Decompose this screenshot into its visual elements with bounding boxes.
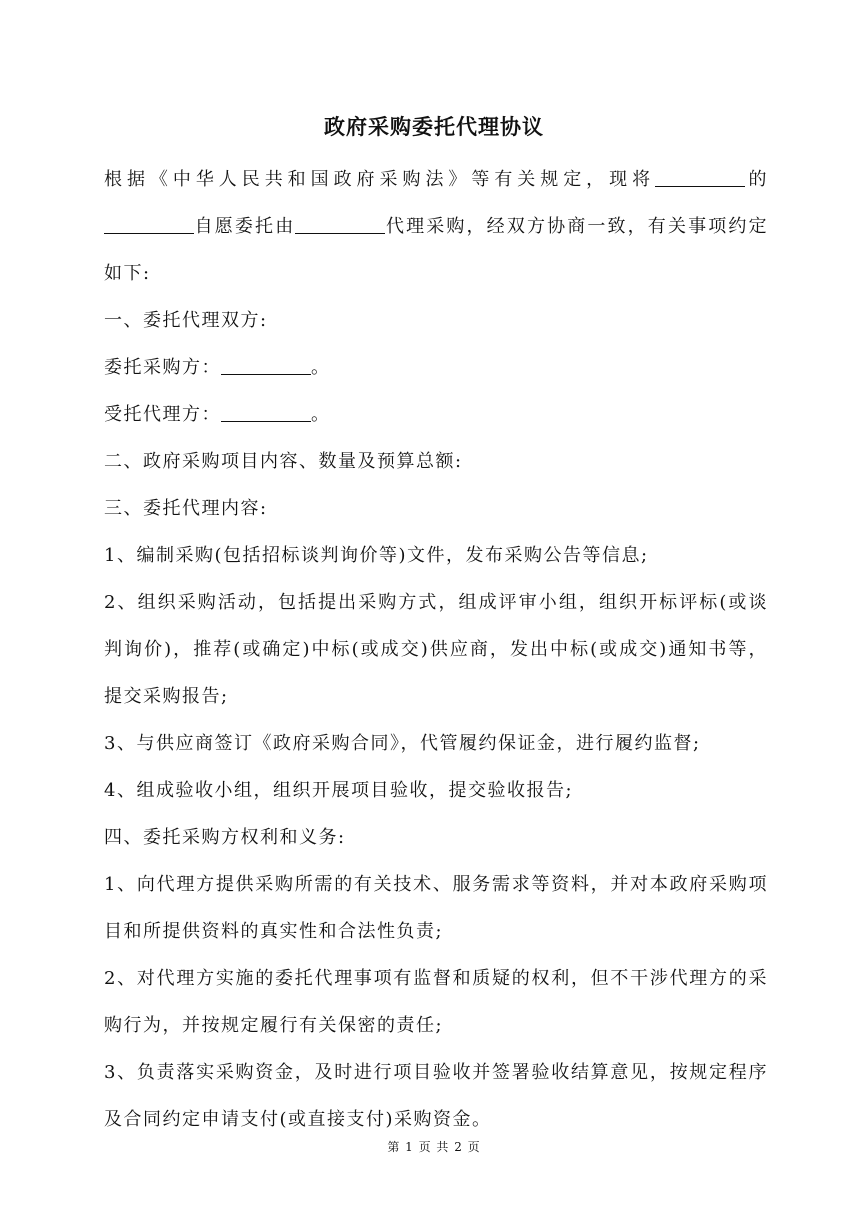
list-item: 2、对代理方实施的委托代理事项有监督和质疑的权利，但不干涉代理方的采购行为，并按规定履行有关保密的责任; xyxy=(104,968,768,1036)
document-title: 政府采购委托代理协议 xyxy=(324,114,544,139)
section-heading-2: 二、政府采购项目内容、数量及预算总额: xyxy=(104,451,463,472)
client-party-label: 委托采购方： xyxy=(104,357,221,378)
list-item: 4、组成验收小组，组织开展项目验收，提交验收报告; xyxy=(104,780,574,801)
end-mark: 。 xyxy=(311,357,331,378)
blank-line xyxy=(221,403,311,422)
section-heading-1: 一、委托代理双方: xyxy=(104,310,268,331)
agent-party-line xyxy=(104,391,768,438)
intro-text-2: 的 xyxy=(745,169,769,190)
intro-text-4: 代理采购，经双方协商一致，有关事项约定如下: xyxy=(104,216,769,284)
document-body xyxy=(104,156,768,1143)
intro-paragraph xyxy=(104,156,768,297)
client-party-line xyxy=(104,344,768,391)
list-item: 1、向代理方提供采购所需的有关技术、服务需求等资料，并对本政府采购项目和所提供资料的真实性和合法性负责; xyxy=(104,874,768,942)
intro-text-1: 根据《中华人民共和国政府采购法》等有关规定，现将 xyxy=(104,169,656,190)
section-heading-3: 三、委托代理内容: xyxy=(104,498,268,519)
blank-line xyxy=(104,215,194,234)
blank-line xyxy=(221,356,311,375)
end-mark: 。 xyxy=(311,404,331,425)
list-item: 2、组织采购活动，包括提出采购方式，组成评审小组，组织开标评标(或谈判询价)，推荐(或确定)中标(或成交)供应商，发出中标(或成交)通知书等，提交采购报告; xyxy=(104,592,768,707)
page-number: 第 1 页 共 2 页 xyxy=(387,1140,481,1154)
blank-line xyxy=(655,168,745,187)
list-item: 1、编制采购(包括招标谈判询价等)文件，发布采购公告等信息; xyxy=(104,545,649,566)
agent-party-label: 受托代理方： xyxy=(104,404,221,425)
list-item: 3、负责落实采购资金，及时进行项目验收并签署验收结算意见，按规定程序及合同约定申请支付(或直接支付)采购资金。 xyxy=(104,1062,768,1130)
blank-line xyxy=(295,215,385,234)
intro-text-3: 自愿委托由 xyxy=(194,216,296,237)
list-item: 3、与供应商签订《政府采购合同》，代管履约保证金，进行履约监督; xyxy=(104,733,701,754)
section-heading-4: 四、委托采购方权利和义务: xyxy=(104,827,346,848)
